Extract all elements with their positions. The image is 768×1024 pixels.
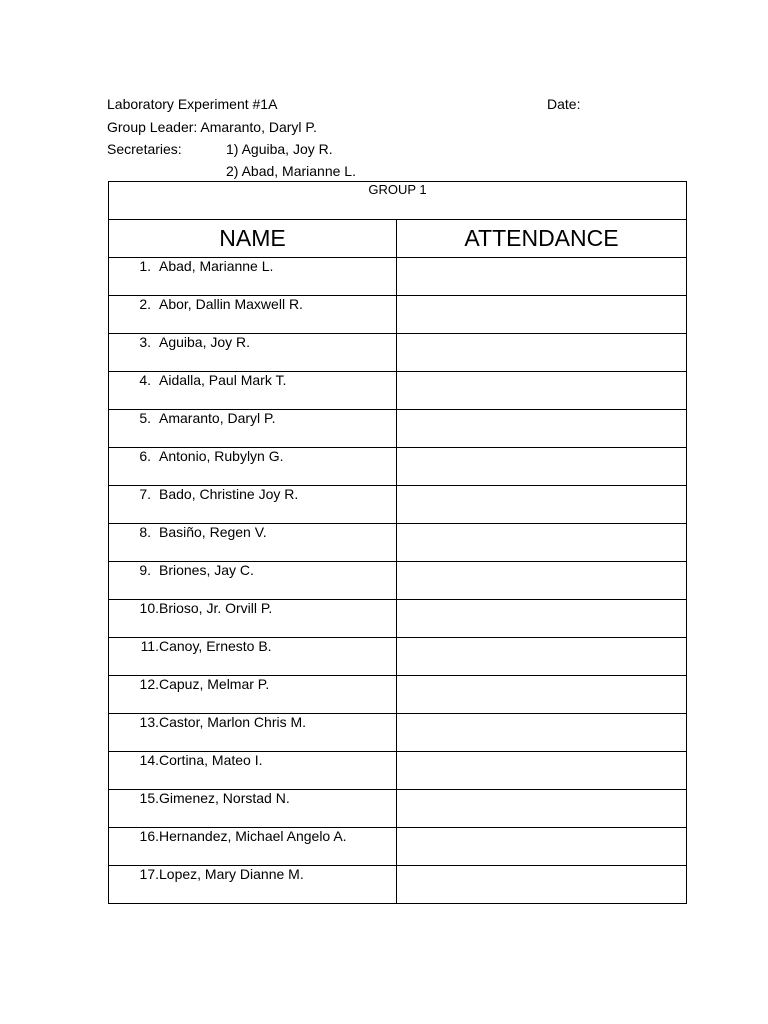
row-number: 4. bbox=[139, 372, 151, 388]
student-name: Canoy, Ernesto B. bbox=[159, 638, 272, 654]
secretaries-label: Secretaries: bbox=[107, 141, 182, 157]
table-row bbox=[109, 258, 687, 296]
name-cell bbox=[109, 296, 397, 334]
table-row bbox=[109, 296, 687, 334]
student-name: Cortina, Mateo I. bbox=[159, 752, 263, 768]
table-row bbox=[109, 448, 687, 486]
row-number: 14. bbox=[139, 752, 159, 768]
attendance-cell[interactable] bbox=[397, 562, 687, 600]
name-cell bbox=[109, 486, 397, 524]
student-name: Aguiba, Joy R. bbox=[159, 334, 251, 350]
name-cell bbox=[109, 638, 397, 676]
name-cell bbox=[109, 562, 397, 600]
secretary-1: 1) Aguiba, Joy R. bbox=[226, 141, 333, 157]
name-cell bbox=[109, 752, 397, 790]
row-number: 15. bbox=[139, 790, 159, 806]
student-name: Hernandez, Michael Angelo A. bbox=[159, 828, 347, 844]
row-number: 2. bbox=[139, 296, 151, 312]
row-number: 7. bbox=[139, 486, 151, 502]
row-number: 5. bbox=[139, 410, 151, 426]
attendance-cell[interactable] bbox=[397, 600, 687, 638]
date-label: Date: bbox=[547, 96, 581, 112]
table-row bbox=[109, 714, 687, 752]
table-row bbox=[109, 600, 687, 638]
row-number: 17. bbox=[139, 866, 159, 882]
row-number: 9. bbox=[139, 562, 151, 578]
secretary-2: 2) Abad, Marianne L. bbox=[226, 163, 356, 179]
name-cell bbox=[109, 258, 397, 296]
student-name: Castor, Marlon Chris M. bbox=[159, 714, 307, 730]
student-name: Antonio, Rubylyn G. bbox=[159, 448, 284, 464]
attendance-cell[interactable] bbox=[397, 676, 687, 714]
row-number: 16. bbox=[139, 828, 159, 844]
attendance-cell[interactable] bbox=[397, 524, 687, 562]
row-number: 12. bbox=[139, 676, 159, 692]
student-name: Abor, Dallin Maxwell R. bbox=[159, 296, 303, 312]
name-cell bbox=[109, 410, 397, 448]
group-title-row bbox=[109, 182, 687, 220]
name-cell bbox=[109, 524, 397, 562]
attendance-cell[interactable] bbox=[397, 790, 687, 828]
name-cell bbox=[109, 676, 397, 714]
student-name: Lopez, Mary Dianne M. bbox=[159, 866, 304, 882]
table-row bbox=[109, 676, 687, 714]
table-row bbox=[109, 638, 687, 676]
student-name: Gimenez, Norstad N. bbox=[159, 790, 290, 806]
row-number: 3. bbox=[139, 334, 151, 350]
name-cell bbox=[109, 600, 397, 638]
name-column-header: NAME bbox=[109, 220, 397, 258]
row-number: 8. bbox=[139, 524, 151, 540]
attendance-cell[interactable] bbox=[397, 866, 687, 904]
document-title: Laboratory Experiment #1A bbox=[107, 96, 278, 112]
attendance-cell[interactable] bbox=[397, 296, 687, 334]
attendance-cell[interactable] bbox=[397, 448, 687, 486]
attendance-cell[interactable] bbox=[397, 258, 687, 296]
attendance-table bbox=[108, 181, 687, 904]
name-cell bbox=[109, 334, 397, 372]
column-header-row bbox=[109, 220, 687, 258]
table-row bbox=[109, 524, 687, 562]
table-row bbox=[109, 828, 687, 866]
name-cell bbox=[109, 790, 397, 828]
table-row bbox=[109, 752, 687, 790]
attendance-cell[interactable] bbox=[397, 334, 687, 372]
row-number: 10. bbox=[139, 600, 159, 616]
student-name: Aidalla, Paul Mark T. bbox=[159, 372, 287, 388]
student-name: Amaranto, Daryl P. bbox=[159, 410, 276, 426]
row-number: 11. bbox=[140, 638, 159, 654]
table-row bbox=[109, 486, 687, 524]
row-number: 6. bbox=[139, 448, 151, 464]
table-row bbox=[109, 372, 687, 410]
name-cell bbox=[109, 866, 397, 904]
table-row bbox=[109, 334, 687, 372]
attendance-cell[interactable] bbox=[397, 410, 687, 448]
name-cell bbox=[109, 828, 397, 866]
student-name: Brioso, Jr. Orvill P. bbox=[159, 600, 273, 616]
row-number: 1. bbox=[139, 258, 151, 274]
table-row bbox=[109, 866, 687, 904]
table-row bbox=[109, 410, 687, 448]
student-name: Basiño, Regen V. bbox=[159, 524, 267, 540]
attendance-cell[interactable] bbox=[397, 486, 687, 524]
group-leader-line: Group Leader: Amaranto, Daryl P. bbox=[107, 119, 317, 135]
name-cell bbox=[109, 714, 397, 752]
attendance-cell[interactable] bbox=[397, 638, 687, 676]
attendance-cell[interactable] bbox=[397, 828, 687, 866]
name-cell bbox=[109, 372, 397, 410]
student-name: Capuz, Melmar P. bbox=[159, 676, 270, 692]
row-number: 13. bbox=[139, 714, 159, 730]
attendance-cell[interactable] bbox=[397, 714, 687, 752]
attendance-column-header: ATTENDANCE bbox=[397, 220, 687, 258]
name-cell bbox=[109, 448, 397, 486]
attendance-cell[interactable] bbox=[397, 372, 687, 410]
student-name: Abad, Marianne L. bbox=[159, 258, 274, 274]
table-row bbox=[109, 790, 687, 828]
attendance-cell[interactable] bbox=[397, 752, 687, 790]
group-title: GROUP 1 bbox=[109, 182, 687, 220]
table-row bbox=[109, 562, 687, 600]
student-name: Bado, Christine Joy R. bbox=[159, 486, 299, 502]
student-name: Briones, Jay C. bbox=[159, 562, 254, 578]
